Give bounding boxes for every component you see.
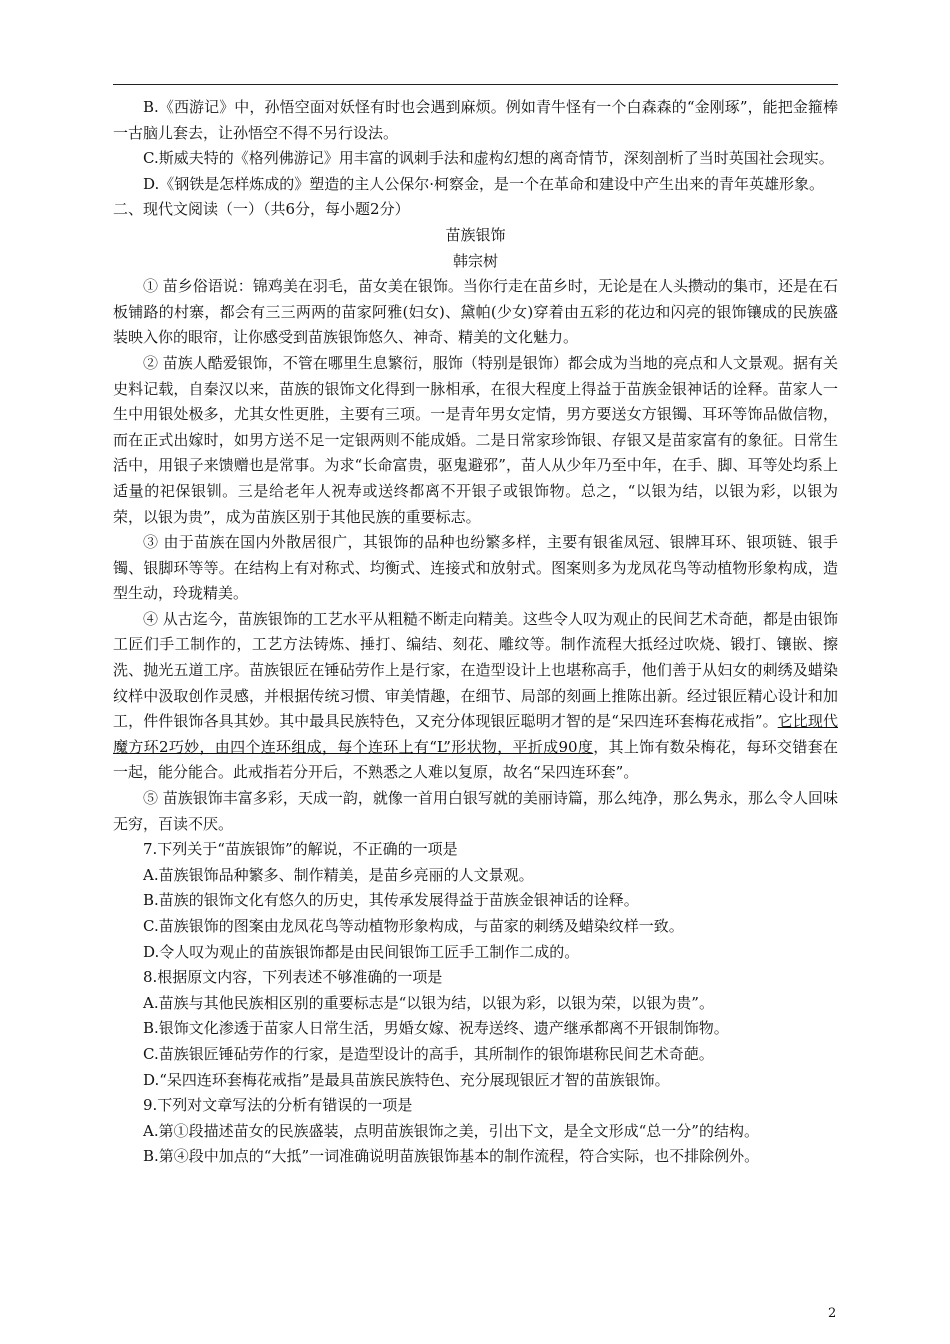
question-8-option-b: B.银饰文化渗透于苗家人日常生活，男婚女嫁、祝寿送终、遗产继承都离不开银制饰物。 — [143, 1019, 729, 1038]
page-number: 2 — [828, 1306, 837, 1321]
paragraph-2: ② 苗族人酷爱银饰，不管在哪里生息繁衍，服饰（特别是银饰）都会成为当地的亮点和人文景观。据有关史料记载，自秦汉以来，苗族的银饰文化得到一脉相承，在很大程度上得益于苗族金银神话的诠释。苗家人一生中用银处极多，尤其女性更胜，主要有三项。一是青年男女定情，男方要送女方银镯、耳环等饰品做信物，而在正式出嫁时，如男方送不足一定银两则不能成婚。二是日常家珍饰银、存银又是苗家富有的象征。日常生活中，用银子来馈赠也是常事。为求“长命富贵，驱鬼避邪”，苗人从少年乃至中年，在手、脚、耳等处均系上适量的祀保银钏。三是给老年人祝寿或送终都离不开银子或银饰物。总之，“以银为结，以银为彩，以银为荣，以银为贵”，成为苗族区别于其他民族的重要标志。 — [113, 353, 838, 526]
article-title: 苗族银饰 — [445, 225, 506, 244]
option-d-prev: D.《钢铁是怎样炼成的》塑造的主人公保尔·柯察金，是一个在革命和建设中产生出来的青年英雄形象。 — [143, 174, 825, 193]
question-9-stem: 9.下列对文章写法的分析有错误的一项是 — [143, 1096, 413, 1115]
paragraph-4-part-b: ，其上饰有数朵梅花，每环交错套在一起，能分能合。此戒指若分开后，不熟悉之人难以复原，故名“呆四连环套”。 — [113, 737, 838, 782]
header-rule — [113, 84, 838, 85]
question-7-option-a: A.苗族银饰品种繁多、制作精美，是苗乡亮丽的人文景观。 — [143, 865, 534, 884]
option-c-prev: C.斯威夫特的《格列佛游记》用丰富的讽刺手法和虚构幻想的离奇情节，深刻剖析了当时英国社会现实。 — [143, 149, 834, 168]
paragraph-5: ⑤ 苗族银饰丰富多彩，天成一韵，就像一首用白银写就的美丽诗篇，那么纯净，那么隽永，那么令人回味无穷，百读不厌。 — [113, 789, 838, 833]
question-7-stem: 7.下列关于“苗族银饰”的解说，不正确的一项是 — [143, 840, 458, 859]
question-7-option-c: C.苗族银饰的图案由龙凤花鸟等动植物形象构成，与苗家的刺绣及蜡染纹样一致。 — [143, 917, 684, 935]
question-8-stem: 8.根据原文内容，下列表述不够准确的一项是 — [143, 968, 443, 987]
paragraph-1: ① 苗乡俗语说：锦鸡美在羽毛，苗女美在银饰。当你行走在苗乡时，无论是在人头攒动的集市，还是在石板铺路的村寨，都会有三三两两的苗家阿雅(妇女)、黛帕(少女)穿着由五彩的花边和闪亮的银饰镶成的民族盛装映入你的眼帘，让你感受到苗族银饰悠久、神奇、精美的文化魅力。 — [113, 277, 838, 347]
section-heading: 二、现代文阅读（一）（共6分，每小题2分） — [113, 200, 410, 219]
paragraph-4-part-a: ④ 从古迄今，苗族银饰的工艺水平从粗糙不断走向精美。这些令人叹为观止的民间艺术奇葩，都是由银饰工匠们手工制作的，工艺方法铸炼、捶打、编结、刻花、雕纹等。制作流程大抵经过吹烧、锻打、镶嵌、擦洗、抛光五道工序。苗族银匠在锤砧劳作上是行家，在造型设计上也堪称高手，他们善于从妇女的刺绣及蜡染纹样中汲取创作灵感，并根据传统习惯、审美情趣，在细节、局部的刻画上推陈出新。经过银匠精心设计和加工，件件银饰各具其妙。其中最具民族特色，又充分体现银匠聪明才智的是“呆四连环套梅花戒指”。 — [113, 609, 838, 731]
paragraph-4 — [113, 607, 838, 786]
question-8-option-c: C.苗族银匠锤砧劳作的行家，是造型设计的高手，其所制作的银饰堪称民间艺术奇葩。 — [143, 1044, 714, 1063]
option-b-prev: B.《西游记》中，孙悟空面对妖怪有时也会遇到麻烦。例如青牛怪有一个白森森的“金刚琢”，能把金箍棒一古脑儿套去，让孙悟空不得不另行设法。 — [113, 98, 838, 142]
article-author: 韩宗树 — [452, 251, 498, 270]
question-9-option-b: B.第④段中加点的“大抵”一词准确说明苗族银饰基本的制作流程，符合实际，也不排除例外。 — [143, 1147, 760, 1166]
question-7-option-b: B.苗族的银饰文化有悠久的历史，其传承发展得益于苗族金银神话的诠释。 — [143, 891, 639, 910]
underlined-sentence: 它比现代魔方环2巧妙，由四个连环组成，每个连环上有“L”形状物，平折成90度 — [113, 712, 838, 756]
question-9-option-a: A.第①段描述苗女的民族盛装，点明苗族银饰之美，引出下文，是全文形成“总一分”的结构。 — [143, 1121, 759, 1140]
paragraph-3: ③ 由于苗族在国内外散居很广，其银饰的品种也纷繁多样，主要有银雀凤冠、银牌耳环、银项链、银手镯、银脚环等等。在结构上有对称式、均衡式、连接式和放射式。图案则多为龙凤花鸟等动植物形象构成，造型生动，玲珑精美。 — [113, 533, 838, 603]
question-7-option-d: D.令人叹为观止的苗族银饰都是由民间银饰工匠手工制作二成的。 — [143, 942, 580, 961]
page-body — [113, 95, 838, 1170]
question-8-option-a: A.苗族与其他民族相区别的重要标志是“以银为结，以银为彩，以银为荣，以银为贵”。 — [143, 993, 714, 1012]
question-8-option-d: D.“呆四连环套梅花戒指”是最具苗族民族特色、充分展现银匠才智的苗族银饰。 — [143, 1070, 670, 1089]
